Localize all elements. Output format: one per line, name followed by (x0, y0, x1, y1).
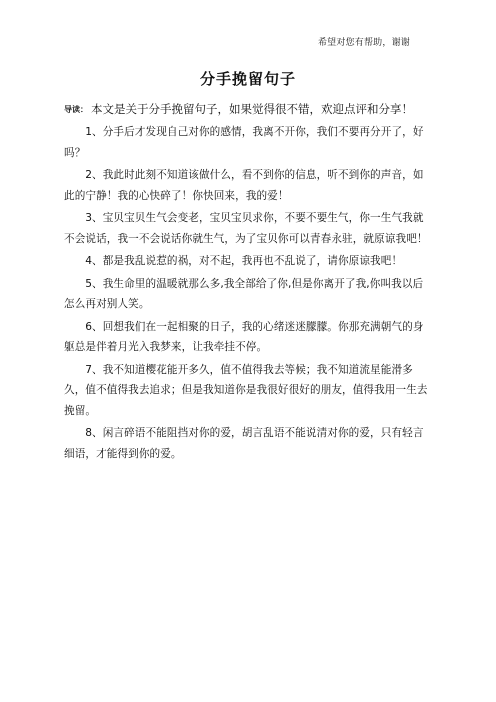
paragraph-8: 8、闲言碎语不能阻挡对你的爱，胡言乱语不能说清对你的爱，只有轻言细语，才能得到你的爱。 (64, 427, 424, 460)
paragraph-2: 2、我此时此刻不知道该做什么，看不到你的信息，听不到你的声音，如此的宁静！我的心快碎了！你快回来，我的爱！ (64, 169, 424, 202)
document-body (64, 99, 432, 466)
header-note: 希望对您有帮助，谢谢 (317, 38, 410, 48)
paragraph-5: 5、我生命里的温暖就那么多,我全部给了你,但是你离开了我,你叫我以后怎么再对别人笑。 (64, 277, 424, 310)
paragraph-4: 4、都是我乱说惹的祸，对不起，我再也不乱说了，请你原谅我吧！ (85, 255, 403, 267)
paragraph-6: 6、回想我们在一起相聚的日子，我的心绪迷迷朦朦。你那充满朝气的身躯总是伴着月光入我梦来，让我牵挂不停。 (64, 320, 424, 353)
paragraph-3: 3、宝贝宝贝生气会变老，宝贝宝贝求你，不要不要生气，你一生气我就不会说话，我一不会说话你就生气，为了宝贝你可以青春永驻，就原谅我吧！ (64, 212, 428, 245)
document-title: 分手挽留句子 (199, 70, 296, 88)
intro-text: 本文是关于分手挽留句子，如果觉得很不错，欢迎点评和分享！ (91, 102, 413, 116)
paragraph-1: 1、分手后才发现自己对你的感情，我离不开你，我们不要再分开了，好吗？ (64, 126, 424, 159)
paragraph-7: 7、我不知道樱花能开多久，值不值得我去等候；我不知道流星能滑多久，值不值得我去追求；但是我知道你是我很好很好的朋友，值得我用一生去挽留。 (64, 363, 428, 417)
intro-paragraph (64, 99, 432, 120)
intro-label: 导读： (64, 105, 88, 114)
